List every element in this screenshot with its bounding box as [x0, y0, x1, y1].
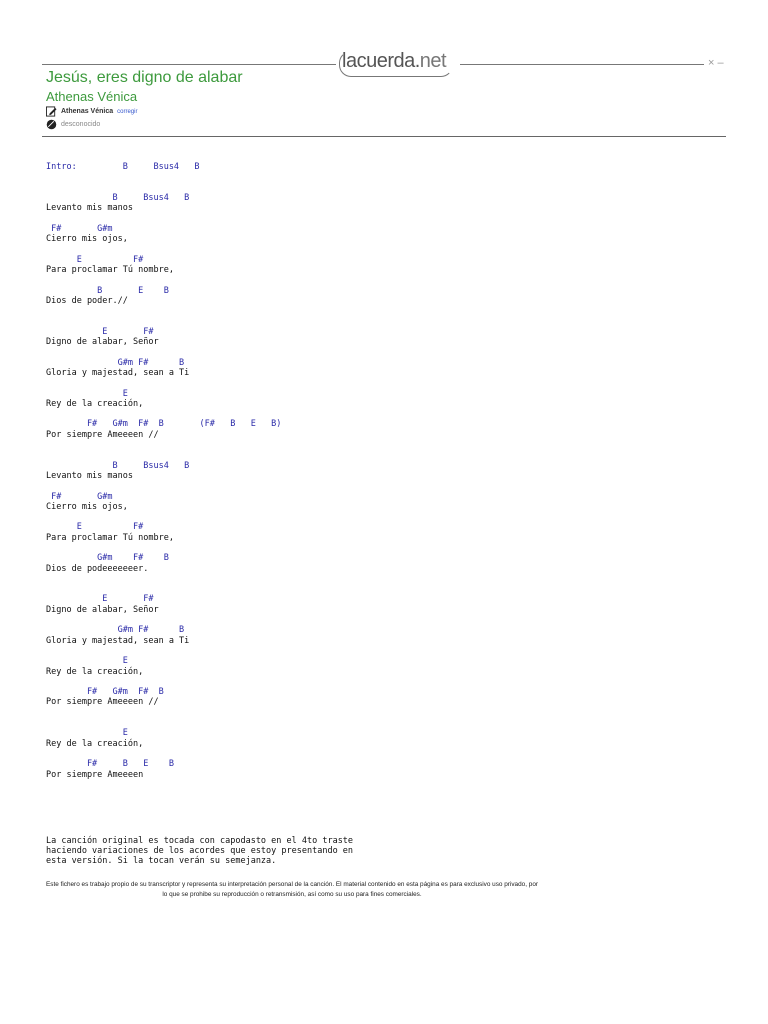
song-artist[interactable]: Athenas Vénica — [46, 89, 138, 104]
lyric-line: Digno de alabar, Señor — [46, 337, 159, 348]
lyric-line: Cierro mis ojos, — [46, 501, 128, 512]
chord-line: F# G#m — [46, 223, 113, 234]
chord-line: G#m F# B — [46, 553, 169, 564]
spacer — [46, 481, 281, 491]
spacer — [46, 378, 281, 388]
lyric-line: Gloria y majestad, sean a Ti — [46, 635, 190, 646]
transcriber-note — [46, 836, 353, 866]
lyric-line: Rey de la creación, — [46, 666, 144, 677]
spacer — [46, 244, 281, 254]
rhythm-value: desconocido — [61, 121, 101, 128]
lyric-line: Gloria y majestad, sean a Ti — [46, 367, 190, 378]
lyric-line: Digno de alabar, Señor — [46, 604, 159, 615]
chord-line: F# B E B — [46, 759, 174, 770]
disclaimer: Este fichero es trabajo propio de su transcriptor y representa su interpretación personal de la canción. El material contenido en esta página es para exclusivo uso privado, por lo que se prohibe su reproducción o retransmisión, así como su uso para fines comerciales. — [46, 881, 539, 898]
note-line: haciendo variaciones de los acordes que estoy presentando en — [46, 846, 354, 856]
disc-icon — [46, 119, 57, 130]
chord-line: E — [46, 728, 128, 739]
lyric-line: Rey de la creación, — [46, 398, 144, 409]
chord-line: B Bsus4 B — [46, 460, 190, 471]
spacer — [46, 646, 281, 656]
lyric-line: Levanto mis manos — [46, 470, 133, 481]
header-rule-left — [42, 64, 336, 65]
chord-line: F# G#m — [46, 491, 113, 502]
chord-line: E F# — [46, 594, 154, 605]
spacer — [46, 543, 281, 553]
header-divider — [42, 136, 726, 137]
spacer — [46, 172, 281, 193]
edit-icon — [46, 106, 57, 117]
song-chords-lyrics — [46, 162, 281, 780]
lacuerda-logo[interactable]: lacuerda.net — [342, 50, 446, 73]
transcriber-name[interactable]: Athenas Vénica — [61, 108, 114, 115]
lyric-line: Por siempre Ameeeen // — [46, 429, 159, 440]
correct-link[interactable]: corregir — [117, 108, 138, 115]
spacer — [46, 347, 281, 357]
spacer — [46, 306, 281, 327]
spacer — [46, 677, 281, 687]
lyric-line: Cierro mis ojos, — [46, 234, 128, 245]
spacer — [46, 409, 281, 419]
chord-line: B Bsus4 B — [46, 192, 190, 203]
chord-line: E — [46, 388, 128, 399]
spacer — [46, 574, 281, 595]
spacer — [46, 275, 281, 285]
chord-line: G#m F# B — [46, 357, 185, 368]
chord-line: E — [46, 656, 128, 667]
lyric-line: Rey de la creación, — [46, 738, 144, 749]
spacer — [46, 749, 281, 759]
chord-line: F# G#m F# B — [46, 687, 164, 698]
chord-line: E F# — [46, 522, 144, 533]
header-rule-right — [460, 64, 704, 65]
chord-line: F# G#m F# B (F# B E B) — [46, 419, 282, 430]
spacer — [46, 708, 281, 729]
lyric-line: Por siempre Ameeeen — [46, 769, 144, 780]
spacer — [46, 512, 281, 522]
transcriber-row — [46, 106, 137, 117]
lyric-line: Dios de poder.// — [46, 295, 128, 306]
lyric-line: Para proclamar Tú nombre, — [46, 264, 174, 275]
lyric-line: Para proclamar Tú nombre, — [46, 532, 174, 543]
spacer — [46, 213, 281, 223]
spacer — [46, 440, 281, 461]
chord-line: Intro: B Bsus4 B — [46, 162, 200, 172]
chord-line: E F# — [46, 254, 144, 265]
window-controls[interactable]: × – — [708, 57, 724, 69]
rhythm-row — [46, 119, 100, 130]
note-line: La canción original es tocada con capodasto en el 4to traste — [46, 836, 354, 846]
chord-line: B E B — [46, 285, 169, 296]
note-line: esta versión. Si la tocan verán su semejanza. — [46, 856, 277, 866]
lyric-line: Dios de podeeeeeeer. — [46, 563, 149, 574]
song-title: Jesús, eres digno de alabar — [46, 69, 243, 86]
spacer — [46, 615, 281, 625]
lyric-line: Levanto mis manos — [46, 203, 133, 214]
chord-line: E F# — [46, 326, 154, 337]
chord-line: G#m F# B — [46, 625, 185, 636]
lyric-line: Por siempre Ameeeen // — [46, 697, 159, 708]
